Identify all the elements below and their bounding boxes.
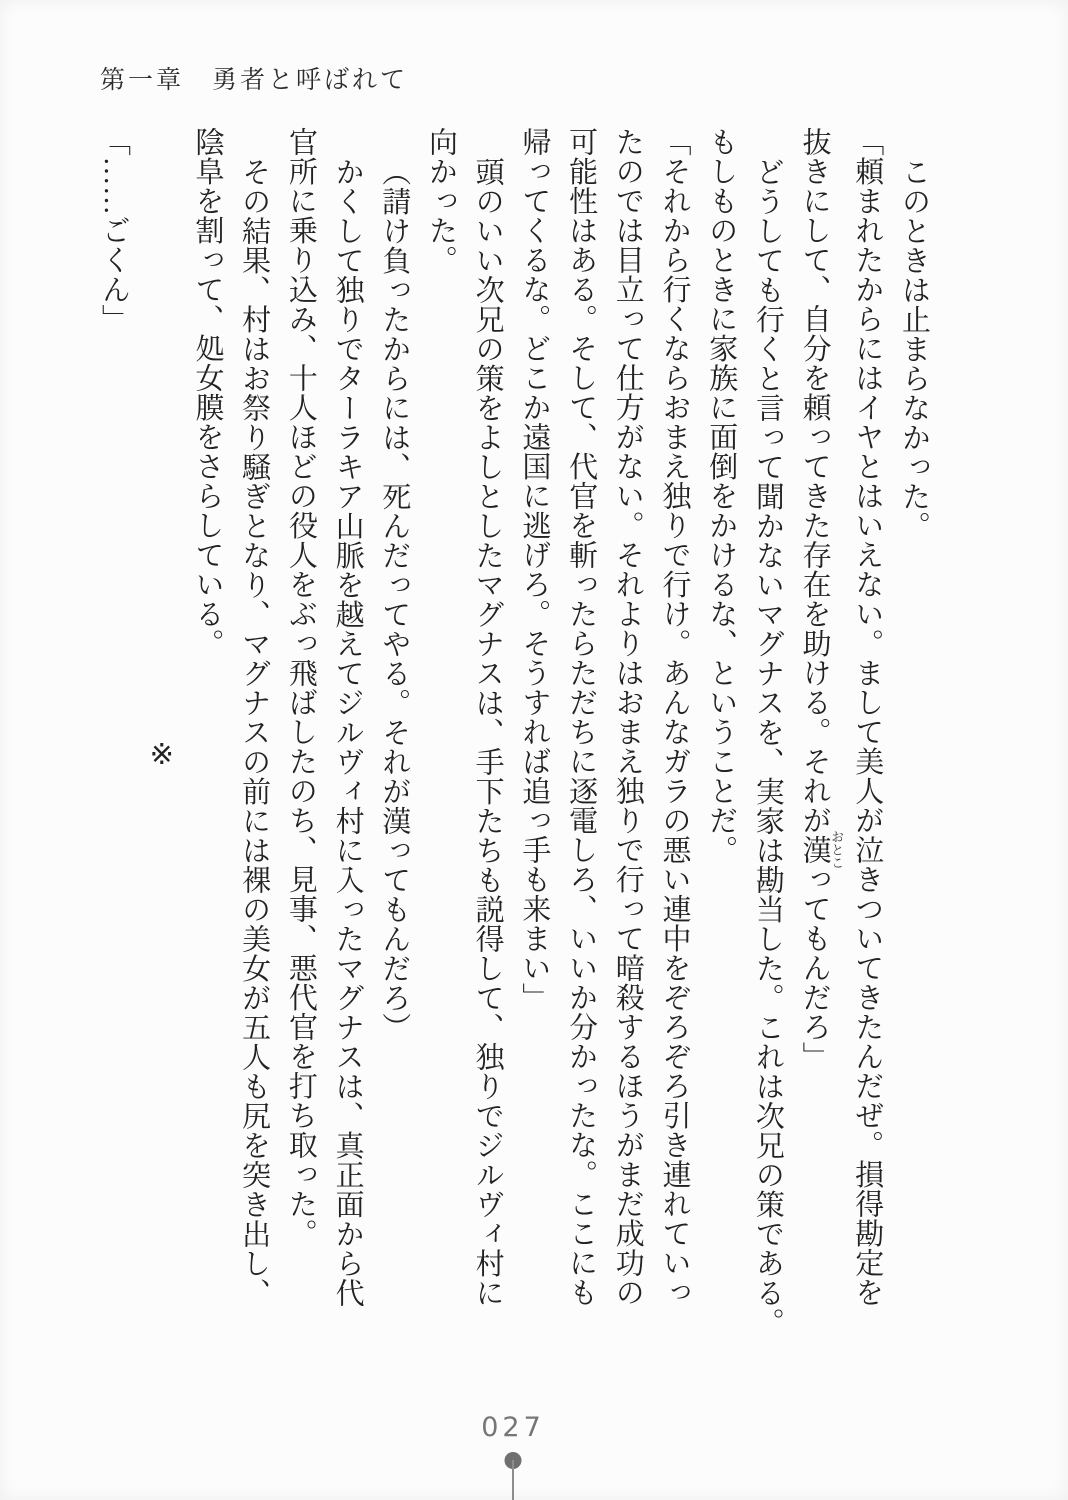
page-number-pin-line <box>512 1460 514 1500</box>
text-column-5: もしものときに家族に面倒をかけるな、ということだ。 <box>705 127 738 865</box>
text-column-11: 向かった。 <box>424 127 457 275</box>
text-column-2: 「頼まれたからにはイヤとはいえない。まして美人が泣きついてきたんだぜ。損得勘定を <box>851 127 884 1307</box>
body-text <box>90 127 937 1347</box>
text-column-16: 陰阜を割って、処女膜をさらしている。 <box>191 127 224 658</box>
text-column-3 <box>791 127 844 1347</box>
text-column-7: たのでは目立って仕方がない。それよりはおまえ独りで行って暗殺するほうがまだ成功の <box>611 127 644 1307</box>
text-column-6: 「それから行くならおまえ独りで行け。あんなガラの悪い連中をぞろぞろ引き連れていっ <box>658 127 691 1307</box>
text-column-1: このときは止まらなかった。 <box>898 157 930 541</box>
text-column-14: 官所に乗り込み、十人ほどの役人をぶっ飛ばしたのち、見事、悪代官を打ち取った。 <box>284 127 317 1248</box>
page-number: 027 <box>481 1412 545 1443</box>
text-after-ruby: ってもんだろ」 <box>798 864 831 1071</box>
text-column-13: かくして独りでターラキア山脈を越えてジルヴィ村に入ったマグナスは、真正面から代 <box>331 157 364 1308</box>
text-column-18: 「……ごくん」 <box>98 127 131 334</box>
text-column-4: どうしても行くと言って聞かないマグナスを、実家は勘当した。これは次兄の策である。 <box>751 157 784 1337</box>
text-column-8: 可能性はある。そして、代官を斬ったらただちに逐電しろ、いいか分かったな。ここにも <box>565 127 598 1307</box>
section-divider: ※ <box>144 737 177 772</box>
chapter-header: 第一章 勇者と呼ばれて <box>100 67 409 94</box>
text-column-10: 頭のいい次兄の策をよしとしたマグナスは、手下たちも説得して、独りでジルヴィ村に <box>471 157 504 1308</box>
text-column-12: （請け負ったからには、死んだってやる。それが漢ってもんだろ） <box>378 157 411 1042</box>
furigana <box>798 830 845 870</box>
ruby-base: 漢 <box>798 830 831 870</box>
text-column-9: 帰ってくるな。どこか遠国に逃げろ。そうすれば追っ手も来まい」 <box>518 127 551 1012</box>
ruby-text: おとこ <box>829 830 845 870</box>
text-column-15: その結果、村はお祭り騒ぎとなり、マグナスの前には裸の美女が五人も尻を突き出し、 <box>238 157 271 1308</box>
text-before-ruby: 抜きにして、自分を頼ってきた存在を助ける。それが <box>798 127 831 835</box>
